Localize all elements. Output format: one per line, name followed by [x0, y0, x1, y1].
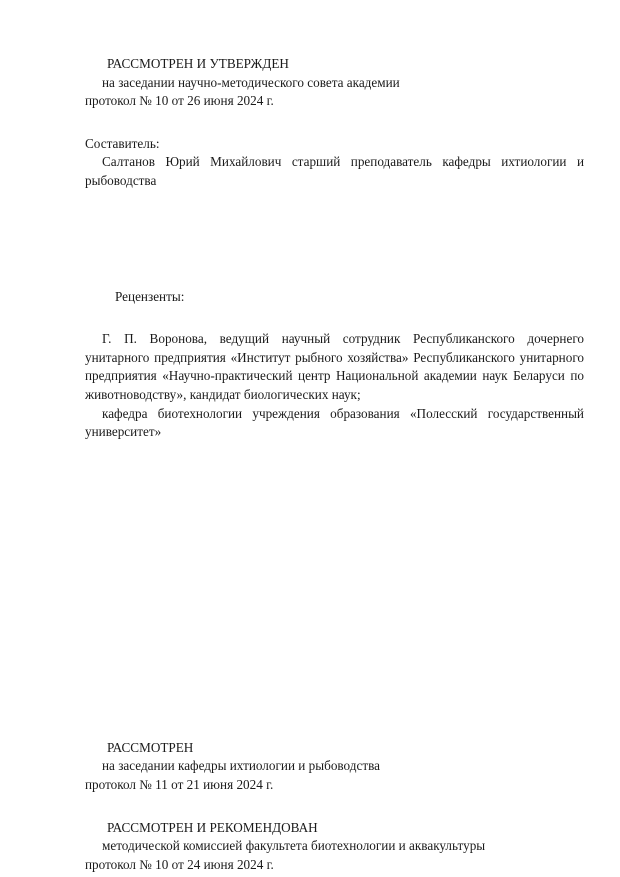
- considered-department-block: [85, 739, 584, 795]
- approval-heading: РАССМОТРЕН И УТВЕРЖДЕН: [107, 56, 289, 71]
- considered-department-heading: РАССМОТРЕН: [107, 739, 194, 755]
- approval-block: [85, 55, 584, 111]
- reviewers-label: Рецензенты:: [115, 288, 185, 304]
- considered-department-protocol: протокол № 11 от 21 июня 2024 г.: [85, 776, 274, 792]
- document-body: [85, 55, 584, 874]
- spacer-before-reviewers: [85, 191, 584, 288]
- reviewer-first: Г. П. Воронова, ведущий научный сотрудник Республиканского дочернего унитарного предприятия «Институт рыбного хозяйства» Республиканского унитарного предприятия «Научно-практический центр Национальной академии наук Беларуси по животноводству», кандидат биологических наук;: [85, 331, 584, 402]
- spacer-between-bottom-blocks: [85, 795, 584, 819]
- reviewers-block: [85, 288, 584, 442]
- spacer-after-approval: [85, 111, 584, 135]
- author-label: Составитель:: [85, 135, 160, 151]
- blank-middle-region: [85, 442, 584, 739]
- considered-recommended-body: методической комиссией факультета биотехнологии и аквакультуры: [102, 838, 486, 854]
- considered-recommended-heading: РАССМОТРЕН И РЕКОМЕНДОВАН: [107, 819, 318, 835]
- considered-recommended-block: [85, 819, 584, 875]
- considered-recommended-protocol: протокол № 10 от 24 июня 2024 г.: [85, 856, 274, 872]
- approval-body: на заседании научно-методического совета академии: [102, 74, 400, 90]
- spacer-after-reviewers-label: [85, 306, 584, 330]
- considered-department-body: на заседании кафедры ихтиологии и рыбоводства: [102, 758, 380, 774]
- reviewer-second: кафедра биотехнологии учреждения образования «Полесский государственный университет»: [85, 405, 584, 440]
- author-name: Салтанов Юрий Михайлович старший преподаватель кафедры ихтиологии и рыбоводства: [85, 154, 584, 188]
- author-block: [85, 135, 584, 191]
- approval-protocol: протокол № 10 от 26 июня 2024 г.: [85, 93, 274, 109]
